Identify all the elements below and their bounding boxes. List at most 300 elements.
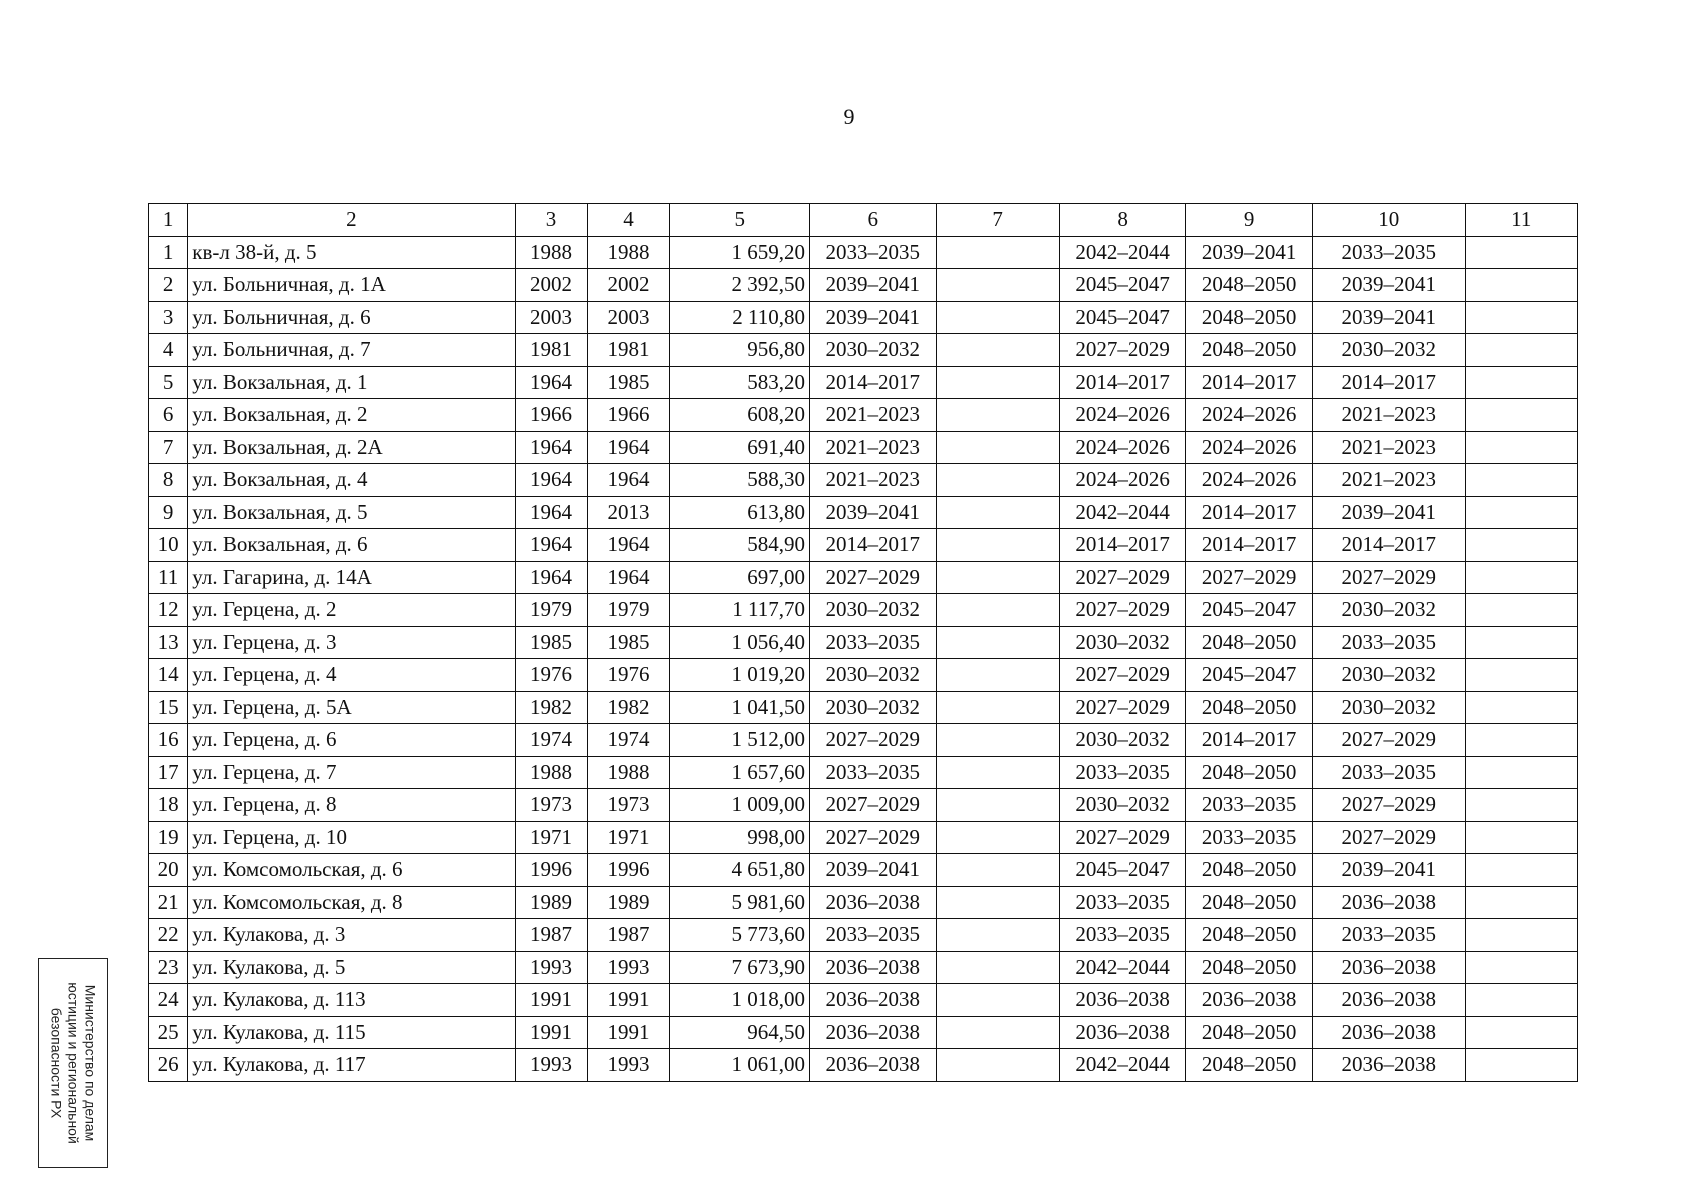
period-10-cell: 2033–2035	[1312, 236, 1465, 269]
row-number-cell: 22	[149, 919, 188, 952]
row-number-cell: 7	[149, 431, 188, 464]
area-cell: 2 110,80	[670, 301, 810, 334]
col-11-cell	[1465, 919, 1577, 952]
table-row	[149, 399, 1578, 432]
period-9-cell: 2045–2047	[1186, 659, 1313, 692]
period-10-cell: 2021–2023	[1312, 431, 1465, 464]
address-cell: ул. Вокзальная, д. 2А	[188, 431, 515, 464]
row-number-cell: 9	[149, 496, 188, 529]
header-cell-7: 7	[936, 204, 1059, 237]
period-6-cell: 2021–2023	[810, 431, 937, 464]
address-cell: ул. Кулакова, д. 5	[188, 951, 515, 984]
year-built-cell: 1991	[515, 1016, 587, 1049]
period-10-cell: 2030–2032	[1312, 334, 1465, 367]
row-number-cell: 5	[149, 366, 188, 399]
year-built-cell: 1993	[515, 1049, 587, 1082]
year-built-cell: 1964	[515, 496, 587, 529]
period-10-cell: 2030–2032	[1312, 691, 1465, 724]
period-6-cell: 2027–2029	[810, 561, 937, 594]
row-number-cell: 19	[149, 821, 188, 854]
address-cell: ул. Гагарина, д. 14А	[188, 561, 515, 594]
period-8-cell: 2030–2032	[1059, 789, 1186, 822]
address-cell: ул. Больничная, д. 6	[188, 301, 515, 334]
period-6-cell: 2021–2023	[810, 399, 937, 432]
year-commission-cell: 1979	[587, 594, 670, 627]
table-row	[149, 886, 1578, 919]
row-number-cell: 2	[149, 269, 188, 302]
address-cell: ул. Кулакова, д. 117	[188, 1049, 515, 1082]
col-11-cell	[1465, 821, 1577, 854]
address-cell: ул. Герцена, д. 3	[188, 626, 515, 659]
col-7-cell	[936, 724, 1059, 757]
col-11-cell	[1465, 366, 1577, 399]
year-built-cell: 1988	[515, 236, 587, 269]
table-row	[149, 269, 1578, 302]
col-7-cell	[936, 1016, 1059, 1049]
period-10-cell: 2027–2029	[1312, 724, 1465, 757]
year-built-cell: 1989	[515, 886, 587, 919]
address-cell: ул. Герцена, д. 5А	[188, 691, 515, 724]
col-7-cell	[936, 951, 1059, 984]
area-cell: 7 673,90	[670, 951, 810, 984]
col-11-cell	[1465, 724, 1577, 757]
period-9-cell: 2033–2035	[1186, 821, 1313, 854]
year-built-cell: 1971	[515, 821, 587, 854]
col-11-cell	[1465, 561, 1577, 594]
year-built-cell: 1991	[515, 984, 587, 1017]
area-cell: 5 981,60	[670, 886, 810, 919]
period-6-cell: 2039–2041	[810, 854, 937, 887]
period-10-cell: 2036–2038	[1312, 1049, 1465, 1082]
year-built-cell: 1964	[515, 561, 587, 594]
period-10-cell: 2036–2038	[1312, 886, 1465, 919]
year-commission-cell: 1971	[587, 821, 670, 854]
year-commission-cell: 1989	[587, 886, 670, 919]
period-6-cell: 2033–2035	[810, 919, 937, 952]
year-commission-cell: 1974	[587, 724, 670, 757]
col-11-cell	[1465, 984, 1577, 1017]
row-number-cell: 15	[149, 691, 188, 724]
period-9-cell: 2048–2050	[1186, 1049, 1313, 1082]
col-11-cell	[1465, 659, 1577, 692]
table-row	[149, 659, 1578, 692]
header-cell-11: 11	[1465, 204, 1577, 237]
year-built-cell: 1964	[515, 366, 587, 399]
table-row	[149, 724, 1578, 757]
address-cell: ул. Больничная, д. 7	[188, 334, 515, 367]
area-cell: 1 117,70	[670, 594, 810, 627]
address-cell: ул. Вокзальная, д. 1	[188, 366, 515, 399]
table-row	[149, 529, 1578, 562]
col-11-cell	[1465, 886, 1577, 919]
address-cell: ул. Кулакова, д. 113	[188, 984, 515, 1017]
area-cell: 5 773,60	[670, 919, 810, 952]
col-7-cell	[936, 691, 1059, 724]
year-built-cell: 1976	[515, 659, 587, 692]
year-commission-cell: 1991	[587, 1016, 670, 1049]
period-6-cell: 2036–2038	[810, 1016, 937, 1049]
table-row	[149, 561, 1578, 594]
table-row	[149, 594, 1578, 627]
period-10-cell: 2027–2029	[1312, 821, 1465, 854]
period-8-cell: 2036–2038	[1059, 1016, 1186, 1049]
row-number-cell: 12	[149, 594, 188, 627]
year-built-cell: 1988	[515, 756, 587, 789]
address-cell: ул. Герцена, д. 7	[188, 756, 515, 789]
period-9-cell: 2045–2047	[1186, 594, 1313, 627]
table-row	[149, 464, 1578, 497]
period-9-cell: 2014–2017	[1186, 529, 1313, 562]
table-row	[149, 854, 1578, 887]
period-8-cell: 2033–2035	[1059, 886, 1186, 919]
year-commission-cell: 1993	[587, 1049, 670, 1082]
period-10-cell: 2039–2041	[1312, 496, 1465, 529]
col-7-cell	[936, 854, 1059, 887]
table-row	[149, 366, 1578, 399]
year-built-cell: 1979	[515, 594, 587, 627]
year-commission-cell: 1985	[587, 366, 670, 399]
period-8-cell: 2027–2029	[1059, 691, 1186, 724]
period-10-cell: 2036–2038	[1312, 1016, 1465, 1049]
year-built-cell: 1982	[515, 691, 587, 724]
period-8-cell: 2027–2029	[1059, 334, 1186, 367]
year-built-cell: 1985	[515, 626, 587, 659]
period-10-cell: 2014–2017	[1312, 366, 1465, 399]
row-number-cell: 24	[149, 984, 188, 1017]
stamp-text	[48, 963, 99, 1163]
address-cell: ул. Вокзальная, д. 5	[188, 496, 515, 529]
row-number-cell: 10	[149, 529, 188, 562]
period-8-cell: 2033–2035	[1059, 756, 1186, 789]
year-commission-cell: 2002	[587, 269, 670, 302]
row-number-cell: 14	[149, 659, 188, 692]
period-10-cell: 2021–2023	[1312, 464, 1465, 497]
period-9-cell: 2048–2050	[1186, 334, 1313, 367]
period-9-cell: 2033–2035	[1186, 789, 1313, 822]
address-cell: ул. Герцена, д. 6	[188, 724, 515, 757]
col-7-cell	[936, 496, 1059, 529]
table-row	[149, 919, 1578, 952]
period-10-cell: 2030–2032	[1312, 594, 1465, 627]
col-7-cell	[936, 659, 1059, 692]
year-built-cell: 1996	[515, 854, 587, 887]
year-commission-cell: 1996	[587, 854, 670, 887]
area-cell: 1 041,50	[670, 691, 810, 724]
col-7-cell	[936, 919, 1059, 952]
period-9-cell: 2048–2050	[1186, 886, 1313, 919]
area-cell: 608,20	[670, 399, 810, 432]
ministry-stamp	[38, 958, 108, 1168]
area-cell: 2 392,50	[670, 269, 810, 302]
period-6-cell: 2036–2038	[810, 886, 937, 919]
col-7-cell	[936, 886, 1059, 919]
col-11-cell	[1465, 529, 1577, 562]
table-row	[149, 756, 1578, 789]
period-10-cell: 2036–2038	[1312, 984, 1465, 1017]
period-9-cell: 2024–2026	[1186, 399, 1313, 432]
col-7-cell	[936, 399, 1059, 432]
period-10-cell: 2030–2032	[1312, 659, 1465, 692]
header-cell-3: 3	[515, 204, 587, 237]
period-9-cell: 2014–2017	[1186, 366, 1313, 399]
table-row	[149, 431, 1578, 464]
address-cell: ул. Комсомольская, д. 8	[188, 886, 515, 919]
address-cell: ул. Герцена, д. 10	[188, 821, 515, 854]
row-number-cell: 6	[149, 399, 188, 432]
area-cell: 1 659,20	[670, 236, 810, 269]
area-cell: 998,00	[670, 821, 810, 854]
area-cell: 1 657,60	[670, 756, 810, 789]
row-number-cell: 20	[149, 854, 188, 887]
stamp-line: Министерство по делам	[82, 984, 99, 1142]
col-7-cell	[936, 561, 1059, 594]
header-cell-2: 2	[188, 204, 515, 237]
header-cell-1: 1	[149, 204, 188, 237]
area-cell: 1 019,20	[670, 659, 810, 692]
period-9-cell: 2027–2029	[1186, 561, 1313, 594]
period-6-cell: 2030–2032	[810, 659, 937, 692]
period-9-cell: 2048–2050	[1186, 691, 1313, 724]
period-10-cell: 2036–2038	[1312, 951, 1465, 984]
year-built-cell: 1964	[515, 529, 587, 562]
row-number-cell: 16	[149, 724, 188, 757]
col-7-cell	[936, 431, 1059, 464]
period-8-cell: 2030–2032	[1059, 626, 1186, 659]
col-7-cell	[936, 269, 1059, 302]
year-commission-cell: 1976	[587, 659, 670, 692]
address-cell: ул. Вокзальная, д. 2	[188, 399, 515, 432]
period-6-cell: 2030–2032	[810, 594, 937, 627]
row-number-cell: 11	[149, 561, 188, 594]
area-cell: 1 512,00	[670, 724, 810, 757]
period-8-cell: 2045–2047	[1059, 301, 1186, 334]
row-number-cell: 3	[149, 301, 188, 334]
row-number-cell: 25	[149, 1016, 188, 1049]
col-11-cell	[1465, 626, 1577, 659]
col-11-cell	[1465, 399, 1577, 432]
col-11-cell	[1465, 269, 1577, 302]
period-10-cell: 2033–2035	[1312, 756, 1465, 789]
period-6-cell: 2027–2029	[810, 821, 937, 854]
table-row	[149, 626, 1578, 659]
col-7-cell	[936, 301, 1059, 334]
period-8-cell: 2014–2017	[1059, 366, 1186, 399]
year-commission-cell: 1987	[587, 919, 670, 952]
header-cell-5: 5	[670, 204, 810, 237]
year-commission-cell: 1981	[587, 334, 670, 367]
col-11-cell	[1465, 1016, 1577, 1049]
row-number-cell: 8	[149, 464, 188, 497]
row-number-cell: 26	[149, 1049, 188, 1082]
year-commission-cell: 1964	[587, 561, 670, 594]
period-6-cell: 2033–2035	[810, 756, 937, 789]
year-commission-cell: 2013	[587, 496, 670, 529]
period-8-cell: 2027–2029	[1059, 561, 1186, 594]
col-11-cell	[1465, 691, 1577, 724]
area-cell: 583,20	[670, 366, 810, 399]
period-9-cell: 2039–2041	[1186, 236, 1313, 269]
table-header-row	[149, 204, 1578, 237]
col-7-cell	[936, 236, 1059, 269]
area-cell: 697,00	[670, 561, 810, 594]
table-row	[149, 1049, 1578, 1082]
year-built-cell: 2003	[515, 301, 587, 334]
period-6-cell: 2036–2038	[810, 951, 937, 984]
row-number-cell: 17	[149, 756, 188, 789]
period-8-cell: 2027–2029	[1059, 821, 1186, 854]
period-10-cell: 2027–2029	[1312, 789, 1465, 822]
col-7-cell	[936, 334, 1059, 367]
address-cell: ул. Комсомольская, д. 6	[188, 854, 515, 887]
period-9-cell: 2048–2050	[1186, 1016, 1313, 1049]
col-11-cell	[1465, 1049, 1577, 1082]
row-number-cell: 4	[149, 334, 188, 367]
address-cell: ул. Больничная, д. 1А	[188, 269, 515, 302]
year-built-cell: 2002	[515, 269, 587, 302]
year-commission-cell: 1964	[587, 529, 670, 562]
period-10-cell: 2039–2041	[1312, 854, 1465, 887]
period-6-cell: 2033–2035	[810, 626, 937, 659]
col-11-cell	[1465, 496, 1577, 529]
header-cell-9: 9	[1186, 204, 1313, 237]
period-8-cell: 2042–2044	[1059, 1049, 1186, 1082]
header-cell-8: 8	[1059, 204, 1186, 237]
period-6-cell: 2036–2038	[810, 984, 937, 1017]
area-cell: 584,90	[670, 529, 810, 562]
col-7-cell	[936, 366, 1059, 399]
col-7-cell	[936, 529, 1059, 562]
address-cell: ул. Герцена, д. 2	[188, 594, 515, 627]
col-11-cell	[1465, 301, 1577, 334]
year-built-cell: 1964	[515, 431, 587, 464]
area-cell: 1 056,40	[670, 626, 810, 659]
period-9-cell: 2048–2050	[1186, 919, 1313, 952]
period-9-cell: 2048–2050	[1186, 269, 1313, 302]
stamp-line: безопасности РХ	[48, 1007, 65, 1119]
year-built-cell: 1974	[515, 724, 587, 757]
col-11-cell	[1465, 431, 1577, 464]
header-cell-6: 6	[810, 204, 937, 237]
col-11-cell	[1465, 236, 1577, 269]
row-number-cell: 1	[149, 236, 188, 269]
area-cell: 1 009,00	[670, 789, 810, 822]
year-commission-cell: 1966	[587, 399, 670, 432]
period-10-cell: 2033–2035	[1312, 919, 1465, 952]
col-11-cell	[1465, 951, 1577, 984]
stamp-line: юстиции и региональной	[65, 982, 82, 1144]
period-10-cell: 2033–2035	[1312, 626, 1465, 659]
col-7-cell	[936, 789, 1059, 822]
period-9-cell: 2048–2050	[1186, 951, 1313, 984]
period-9-cell: 2024–2026	[1186, 464, 1313, 497]
table-row	[149, 789, 1578, 822]
table-row	[149, 691, 1578, 724]
row-number-cell: 18	[149, 789, 188, 822]
period-9-cell: 2036–2038	[1186, 984, 1313, 1017]
table-row	[149, 334, 1578, 367]
period-9-cell: 2014–2017	[1186, 496, 1313, 529]
period-6-cell: 2030–2032	[810, 334, 937, 367]
col-7-cell	[936, 1049, 1059, 1082]
year-commission-cell: 1964	[587, 464, 670, 497]
period-6-cell: 2027–2029	[810, 789, 937, 822]
period-6-cell: 2014–2017	[810, 529, 937, 562]
col-7-cell	[936, 626, 1059, 659]
row-number-cell: 13	[149, 626, 188, 659]
registry-table	[148, 203, 1578, 1082]
year-commission-cell: 1982	[587, 691, 670, 724]
col-11-cell	[1465, 464, 1577, 497]
year-built-cell: 1987	[515, 919, 587, 952]
table-row	[149, 236, 1578, 269]
year-commission-cell: 1991	[587, 984, 670, 1017]
col-7-cell	[936, 984, 1059, 1017]
year-built-cell: 1966	[515, 399, 587, 432]
table-row	[149, 951, 1578, 984]
header-cell-4: 4	[587, 204, 670, 237]
table-row	[149, 821, 1578, 854]
period-6-cell: 2021–2023	[810, 464, 937, 497]
period-8-cell: 2033–2035	[1059, 919, 1186, 952]
address-cell: кв-л 38-й, д. 5	[188, 236, 515, 269]
row-number-cell: 23	[149, 951, 188, 984]
year-built-cell: 1964	[515, 464, 587, 497]
period-8-cell: 2027–2029	[1059, 659, 1186, 692]
period-6-cell: 2030–2032	[810, 691, 937, 724]
address-cell: ул. Кулакова, д. 115	[188, 1016, 515, 1049]
table-row	[149, 1016, 1578, 1049]
period-8-cell: 2045–2047	[1059, 854, 1186, 887]
period-8-cell: 2014–2017	[1059, 529, 1186, 562]
area-cell: 956,80	[670, 334, 810, 367]
col-7-cell	[936, 821, 1059, 854]
col-11-cell	[1465, 756, 1577, 789]
year-built-cell: 1981	[515, 334, 587, 367]
col-11-cell	[1465, 594, 1577, 627]
period-10-cell: 2039–2041	[1312, 269, 1465, 302]
period-6-cell: 2027–2029	[810, 724, 937, 757]
col-11-cell	[1465, 789, 1577, 822]
period-10-cell: 2039–2041	[1312, 301, 1465, 334]
area-cell: 613,80	[670, 496, 810, 529]
period-9-cell: 2024–2026	[1186, 431, 1313, 464]
area-cell: 964,50	[670, 1016, 810, 1049]
period-6-cell: 2014–2017	[810, 366, 937, 399]
period-6-cell: 2033–2035	[810, 236, 937, 269]
table-row	[149, 984, 1578, 1017]
area-cell: 1 061,00	[670, 1049, 810, 1082]
period-8-cell: 2042–2044	[1059, 236, 1186, 269]
row-number-cell: 21	[149, 886, 188, 919]
period-9-cell: 2048–2050	[1186, 854, 1313, 887]
year-commission-cell: 2003	[587, 301, 670, 334]
period-6-cell: 2039–2041	[810, 269, 937, 302]
page-number: 9	[843, 104, 855, 129]
address-cell: ул. Вокзальная, д. 6	[188, 529, 515, 562]
year-built-cell: 1993	[515, 951, 587, 984]
col-11-cell	[1465, 334, 1577, 367]
period-6-cell: 2036–2038	[810, 1049, 937, 1082]
period-8-cell: 2030–2032	[1059, 724, 1186, 757]
address-cell: ул. Кулакова, д. 3	[188, 919, 515, 952]
area-cell: 691,40	[670, 431, 810, 464]
area-cell: 1 018,00	[670, 984, 810, 1017]
year-built-cell: 1973	[515, 789, 587, 822]
address-cell: ул. Вокзальная, д. 4	[188, 464, 515, 497]
period-8-cell: 2042–2044	[1059, 951, 1186, 984]
period-8-cell: 2042–2044	[1059, 496, 1186, 529]
period-8-cell: 2024–2026	[1059, 431, 1186, 464]
